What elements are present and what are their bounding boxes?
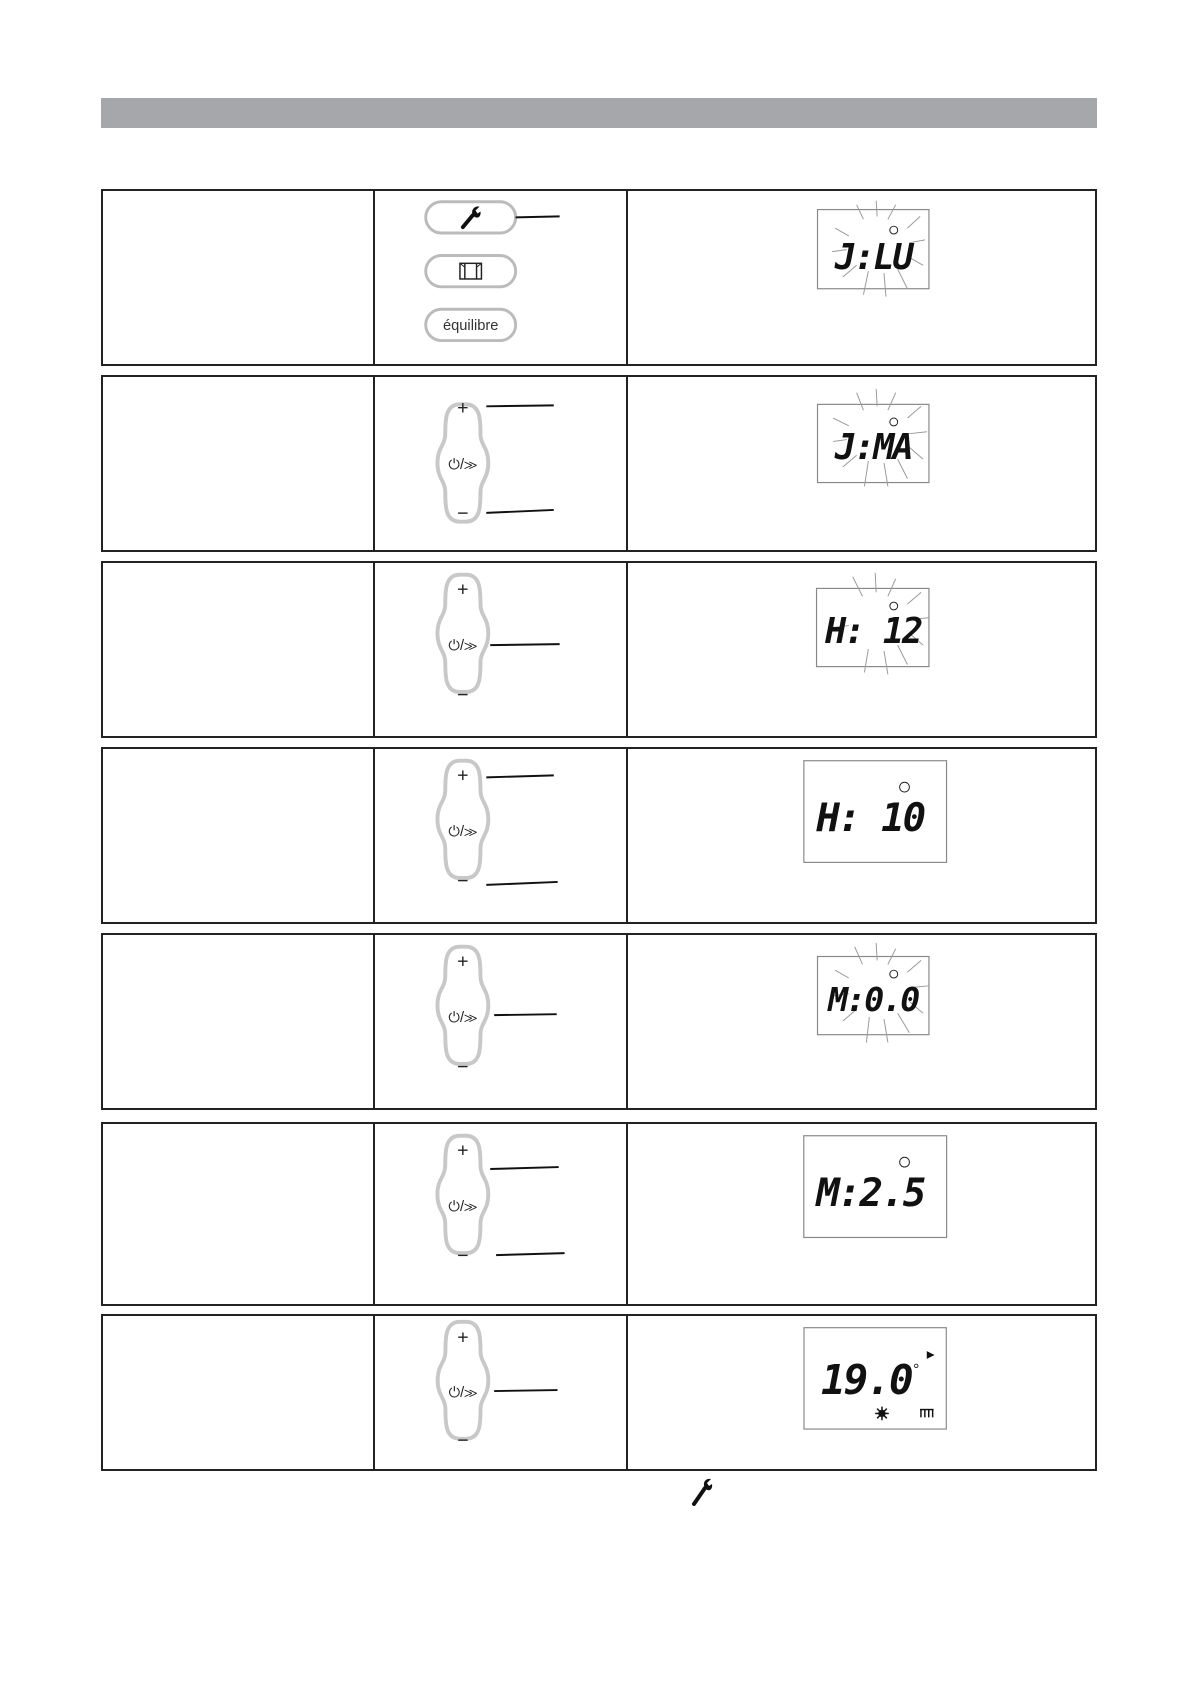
instruction-cell <box>103 749 375 922</box>
keypad <box>437 575 488 706</box>
lcd-readout: 19.0 <box>821 1355 912 1404</box>
minus-button[interactable]: − <box>457 683 469 706</box>
control-cell <box>375 1316 628 1469</box>
lcd-screen <box>818 389 929 487</box>
mode-button[interactable]: ⏻/≫ <box>448 1199 478 1216</box>
instruction-cell <box>103 563 375 736</box>
minus-button[interactable]: − <box>457 1244 469 1267</box>
wrench-button[interactable] <box>426 202 516 233</box>
step-row-5 <box>101 933 1097 1110</box>
equilibre-label: équilibre <box>442 317 499 334</box>
minus-button[interactable]: − <box>457 869 469 892</box>
step-row-3 <box>101 561 1097 738</box>
lcd-readout: H: 10 <box>816 796 925 842</box>
mode-button[interactable]: ⏻/≫ <box>448 1009 478 1026</box>
step-row-2 <box>101 375 1097 552</box>
callout-line <box>494 1014 557 1015</box>
display-cell <box>628 935 1095 1108</box>
display-cell <box>628 1316 1095 1469</box>
instruction-cell <box>103 935 375 1108</box>
instruction-cell <box>103 1124 375 1304</box>
callout-line <box>490 1167 558 1169</box>
lcd-readout: H: 12 <box>825 611 922 653</box>
lcd-readout: M:0.0 <box>828 980 919 1020</box>
minus-button[interactable]: − <box>457 502 469 525</box>
plus-button[interactable]: + <box>457 1326 469 1349</box>
lcd-readout: J:LU <box>834 237 912 279</box>
control-cell <box>375 377 628 550</box>
callout-line <box>490 644 559 645</box>
plus-button[interactable]: + <box>457 950 469 973</box>
sun-icon <box>875 1407 889 1421</box>
instruction-cell <box>103 377 375 550</box>
mode-button[interactable]: ⏻/≫ <box>448 823 478 840</box>
instruction-cell <box>103 191 375 364</box>
step-row-7 <box>101 1314 1097 1471</box>
lcd-readout: M:2.5 <box>816 1171 925 1217</box>
minus-button[interactable]: − <box>457 1055 469 1078</box>
callout-line <box>494 1390 557 1391</box>
callout-line <box>486 775 553 777</box>
lcd-readout: J:MA <box>834 427 912 469</box>
plus-button[interactable]: + <box>457 397 469 420</box>
display-cell <box>628 749 1095 922</box>
mode-button[interactable]: ⏻/≫ <box>448 1384 478 1401</box>
keypad <box>437 397 488 525</box>
equilibre-button[interactable] <box>426 309 516 340</box>
callout-line <box>486 405 553 406</box>
keypad <box>437 761 488 892</box>
control-cell <box>375 563 628 736</box>
keypad <box>438 1322 489 1452</box>
plus-button[interactable]: + <box>457 578 469 601</box>
keypad <box>437 1136 488 1267</box>
display-cell <box>628 377 1095 550</box>
lcd-screen <box>817 573 929 675</box>
control-cell <box>375 191 628 364</box>
callout-line <box>496 1253 564 1255</box>
callout-line <box>486 510 553 513</box>
step-row-4 <box>101 747 1097 924</box>
display-cell <box>628 563 1095 736</box>
mode-button[interactable]: ⏻/≫ <box>448 637 478 654</box>
plus-button[interactable]: + <box>457 764 469 787</box>
instruction-cell <box>103 1316 375 1469</box>
control-cell <box>375 749 628 922</box>
plus-button[interactable]: + <box>457 1139 469 1162</box>
lcd-screen <box>804 1328 946 1429</box>
callout-line <box>486 882 557 885</box>
wrench-icon <box>690 1478 714 1506</box>
lcd-screen <box>804 761 947 863</box>
degree-symbol: ° <box>913 1361 920 1379</box>
minus-button[interactable]: − <box>457 1429 469 1452</box>
keypad <box>437 947 488 1078</box>
display-cell <box>628 1124 1095 1304</box>
step-row-6 <box>101 1122 1097 1306</box>
lcd-screen <box>818 201 929 297</box>
lcd-screen <box>804 1136 947 1238</box>
section-header-band <box>101 98 1097 128</box>
mode-button[interactable]: ⏻/≫ <box>448 456 478 473</box>
window-button[interactable] <box>426 256 516 287</box>
control-cell <box>375 935 628 1108</box>
control-cell <box>375 1124 628 1304</box>
step-row-1 <box>101 189 1097 366</box>
lcd-screen <box>818 943 929 1043</box>
display-cell <box>628 191 1095 364</box>
